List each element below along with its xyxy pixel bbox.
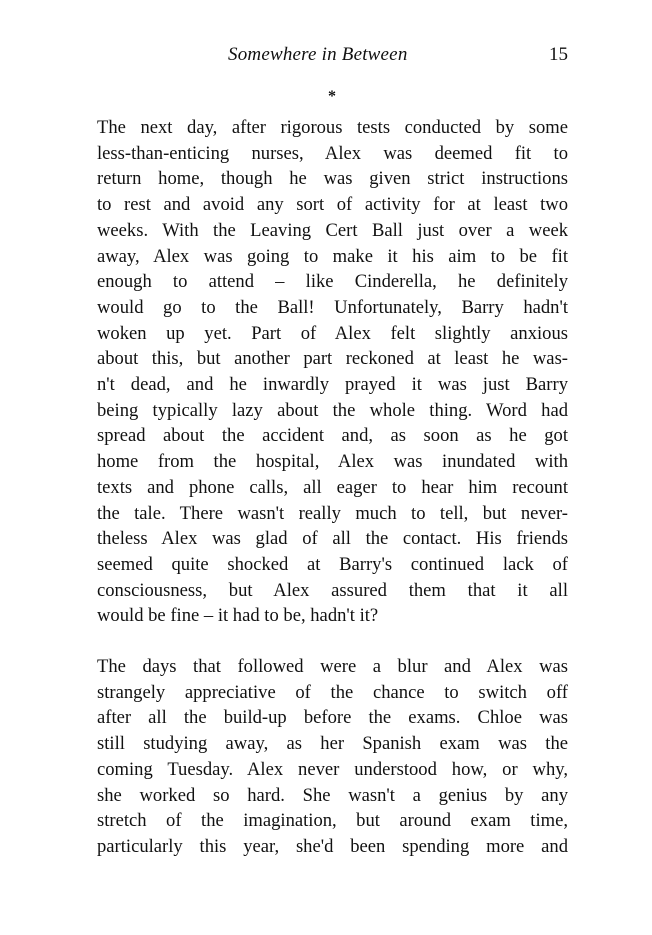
section-break-asterisk: *	[328, 88, 336, 105]
text-line: The next day, after rigorous tests conducted by some	[97, 117, 568, 138]
text-line: less-than-enticing nurses, Alex was deemed fit to	[97, 142, 568, 164]
text-line: coming Tuesday. Alex never understood how, or why,	[97, 758, 568, 780]
text-line: theless Alex was glad of all the contact. His friends	[97, 528, 568, 550]
text-line: woken up yet. Part of Alex felt slightly anxious	[97, 322, 568, 344]
text-line: would go to the Ball! Unfortunately, Barry hadn't	[97, 296, 568, 318]
text-line: strangely appreciative of the chance to switch off	[97, 681, 568, 703]
page-number: 15	[549, 44, 568, 65]
text-line: consciousness, but Alex assured them that it all	[97, 579, 568, 601]
text-line: home from the hospital, Alex was inundated with	[97, 451, 568, 473]
paragraph-2	[97, 654, 568, 860]
text-line: away, Alex was going to make it his aim to be fit	[97, 245, 568, 267]
text-line: return home, though he was given strict instructions	[97, 168, 568, 190]
text-line: texts and phone calls, all eager to hear him recount	[97, 476, 568, 498]
text-line: The days that followed were a blur and Alex was	[97, 656, 568, 678]
text-line: about this, but another part reckoned at least he was-	[97, 348, 568, 370]
text-line: she worked so hard. She wasn't a genius by any	[97, 784, 568, 806]
paragraph-gap	[97, 629, 568, 654]
running-head	[0, 44, 652, 70]
text-line: weeks. With the Leaving Cert Ball just over a week	[97, 219, 568, 241]
text-line: would be fine – it had to be, hadn't it?	[97, 605, 379, 627]
text-line: enough to attend – like Cinderella, he definitely	[97, 271, 568, 293]
text-line: seemed quite shocked at Barry's continued lack of	[97, 553, 568, 575]
text-line: spread about the accident and, as soon as he got	[97, 425, 568, 447]
body-text	[97, 115, 568, 860]
book-title: Somewhere in Between	[228, 44, 408, 65]
text-line: stretch of the imagination, but around exam time,	[97, 810, 568, 832]
paragraph-1	[97, 115, 568, 629]
text-line: after all the build-up before the exams. Chloe was	[97, 707, 568, 729]
text-line: n't dead, and he inwardly prayed it was just Barry	[97, 374, 568, 396]
text-line: still studying away, as her Spanish exam was the	[97, 733, 568, 755]
text-line: to rest and avoid any sort of activity for at least two	[97, 194, 568, 216]
text-line: being typically lazy about the whole thing. Word had	[97, 399, 568, 421]
text-line: particularly this year, she'd been spending more and	[97, 835, 568, 857]
text-line: the tale. There wasn't really much to tell, but never-	[97, 502, 568, 524]
